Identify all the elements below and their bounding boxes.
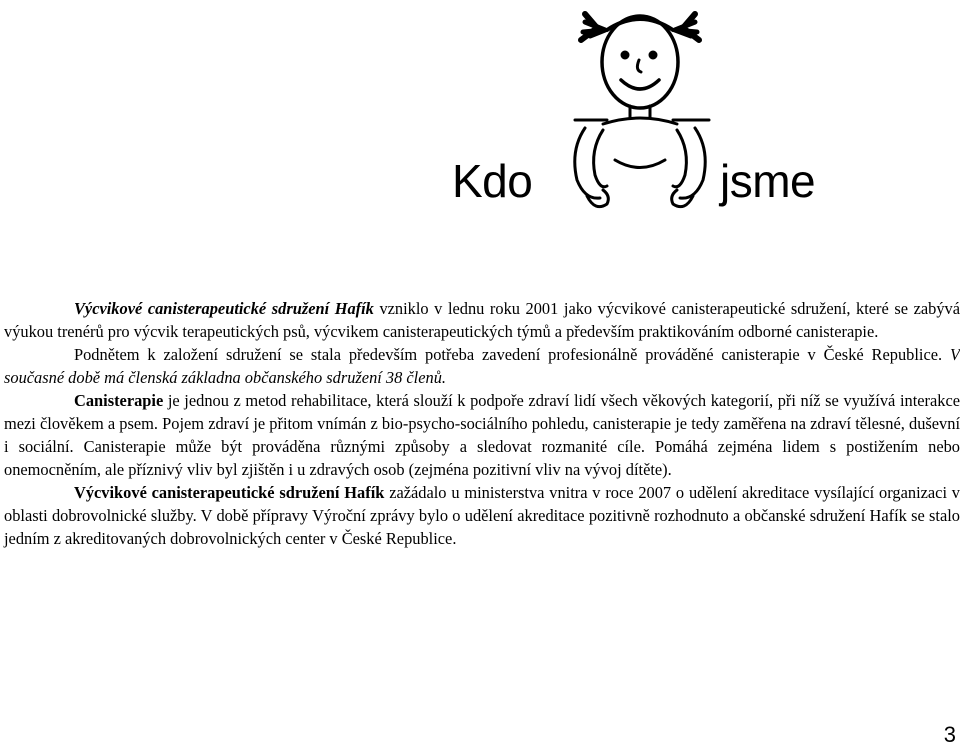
term-canisterapie: Canisterapie [74,391,164,410]
heading-word-left: Kdo [452,155,533,207]
page-number: 3 [943,722,956,747]
org-name: Výcvikové canisterapeutické sdružení Hafík [74,483,385,502]
paragraph-intro [4,297,960,343]
paragraph-text: vzniklo v lednu roku 2001 jako výcvikové canisterapeutické sdružení, které se zabývá výukou trenérů pro výcvik terapeutických psů, výcvikem canisterapeutických týmů a především praktikováním odborné canisterapie. [4,299,960,341]
paragraph-text: je jednou z metod rehabilitace, která slouží k podpoře zdraví lidí všech věkových kategorií, při níž se využívá interakce mezi člověkem a psem. Pojem zdraví je přitom vnímán z bio-psycho-sociálního pohledu, canisterapie je tedy zaměřena na zdraví tělesné, duševní i sociální. Canisterapie může být prováděna různými způsoby a sledovat rozmanité cíle. Pomáhá zejména lidem s postižením nebo onemocněním, ale příznivý vliv byl zjištěn i u zdravých osob (zejména pozitivní vliv na vývoj dítěte). [4,391,960,479]
heading-word-right: jsme [720,155,816,207]
body-text [4,297,960,550]
paragraph-accreditation [4,481,960,550]
girl-with-pigtails-drawing-icon [545,0,735,225]
org-name: Výcvikové canisterapeutické sdružení Hafík [74,299,374,318]
paragraph-canisterapie [4,389,960,481]
paragraph-text: zažádalo u ministerstva vnitra v roce 2007 o udělení akreditace vysílající organizaci v oblasti dobrovolnické služby. V době přípravy Výroční zprávy bylo o udělení akreditace pozitivně rozhodnuto a občanské sdružení Hafík se stalo jedním z akreditovaných dobrovolnických center v České Republice. [4,483,960,548]
paragraph-text: Podnětem k založení sdružení se stala především potřeba zavedení profesionálně prováděné canisterapie v České Republice. [74,345,943,364]
membership-text: V současné době má členská základna občanského sdružení 38 členů. [4,345,960,387]
paragraph-origin [4,343,960,389]
